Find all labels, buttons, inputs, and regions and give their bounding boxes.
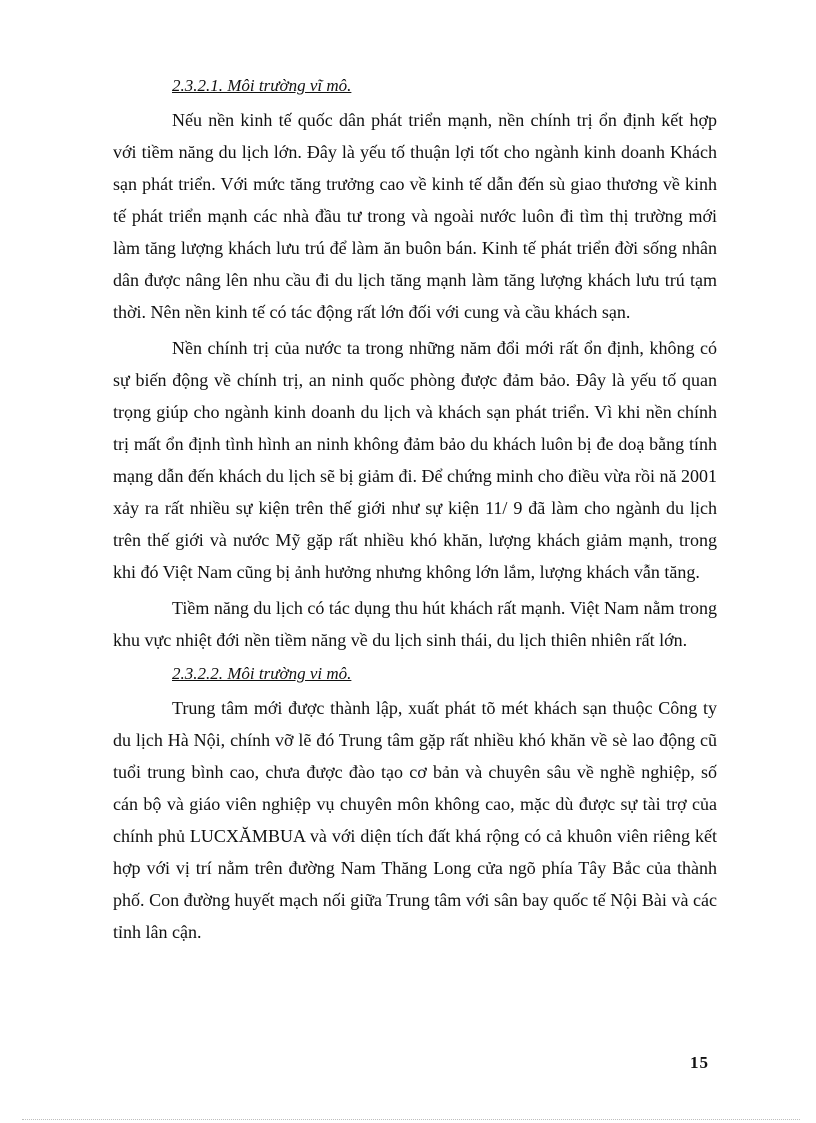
page-number: 15 bbox=[690, 1053, 709, 1072]
paragraph bbox=[113, 692, 717, 948]
paragraph-text: Nền chính trị của nước ta trong những năm đổi mới rất ổn định, không có sự biến động về chính trị, an ninh quốc phòng được đảm bảo. Đây là yếu tố quan trọng giúp cho ngành kinh doanh du lịch và khách sạn phát triển. Vì khi nền chính trị mất ổn định tình hình an ninh không đảm bảo du khách luôn bị đe doạ bằng tính mạng dẫn đến khách du lịch sẽ bị giảm đi. Để chứng minh cho điều vừa rồi nă 2001 xảy ra rất nhiều sự kiện trên thế giới như sự kiện 11/ 9 đã làm cho ngành du lịch trên thế giới và nước Mỹ gặp rất nhiều khó khăn, lượng khách giảm mạnh, trong khi đó Việt Nam cũng bị ảnh hưởng nhưng không lớn lắm, lượng khách vẫn tăng. bbox=[113, 338, 717, 582]
page-bottom-border bbox=[22, 1119, 800, 1120]
paragraph bbox=[113, 104, 717, 328]
section-micro-environment bbox=[113, 662, 717, 948]
paragraph-text: Tiềm năng du lịch có tác dụng thu hút khách rất mạnh. Việt Nam nằm trong khu vực nhiệt đới nền tiềm năng về du lịch sinh thái, du lịch thiên nhiên rất lớn. bbox=[113, 598, 717, 650]
paragraph-text: Trung tâm mới được thành lập, xuất phát tõ mét khách sạn thuộc Công ty du lịch Hà Nội, chính vỡ lẽ đó Trung tâm gặp rất nhiều khó khăn về sè lao động cũ tuổi trung bình cao, chưa được đào tạo cơ bản và chuyên sâu về nghề nghiệp, số cán bộ và giáo viên nghiệp vụ chuyên môn không cao, mặc dù được sự tài trợ của chính phủ LUCXĂMBUA và với diện tích đất khá rộng có cả khuôn viên riêng kết hợp với vị trí nằm trên đường Nam Thăng Long cửa ngõ phía Tây Bắc của thành phố. Con đường huyết mạch nối giữa Trung tâm với sân bay quốc tế Nội Bài và các tỉnh lân cận. bbox=[113, 698, 717, 942]
paragraph-text: Nếu nền kinh tế quốc dân phát triển mạnh, nền chính trị ổn định kết hợp với tiềm năng du lịch lớn. Đây là yếu tố thuận lợi tốt cho ngành kinh doanh Khách sạn phát triển. Với mức tăng trưởng cao về kinh tế dẫn đến sù giao thương về kinh tế phát triển mạnh các nhà đầu tư trong và ngoài nước luôn đi tìm thị trường mới làm tăng lượng khách lưu trú để làm ăn buôn bán. Kinh tế phát triển đời sống nhân dân được nâng lên nhu cầu đi du lịch tăng mạnh làm tăng lượng khách lưu trú tạm thời. Nên nền kinh tế có tác động rất lớn đối với cung và cầu khách sạn. bbox=[113, 110, 717, 322]
paragraph bbox=[113, 592, 717, 656]
section-macro-environment bbox=[113, 74, 717, 656]
section-heading: 2.3.2.1. Môi trường vĩ mô. bbox=[172, 76, 352, 95]
paragraph bbox=[113, 332, 717, 588]
section-heading: 2.3.2.2. Môi trường vi mô. bbox=[172, 664, 352, 683]
page-content bbox=[113, 74, 717, 952]
